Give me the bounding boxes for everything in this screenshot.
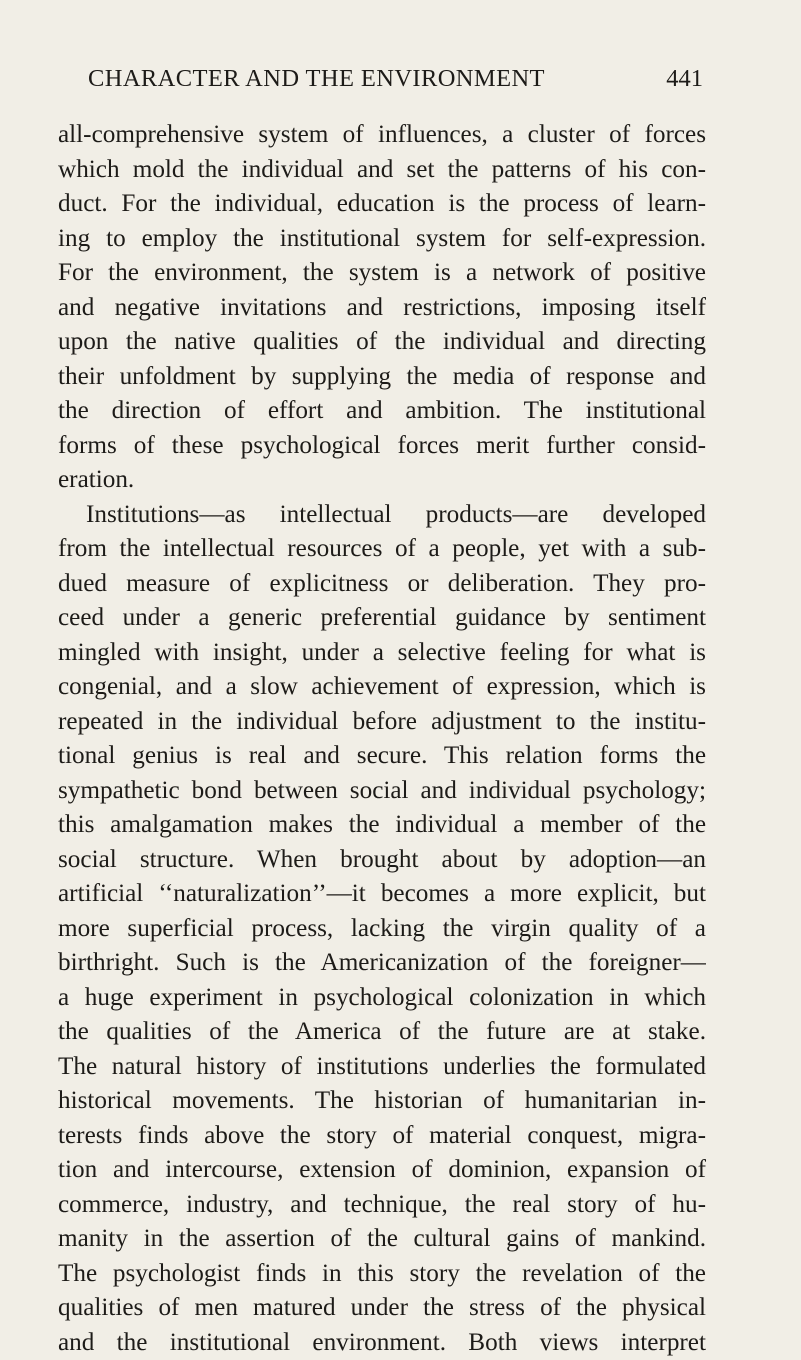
text-line: duct. For the individual, education is the process of learn- — [58, 187, 706, 222]
text-line: artificial ‘‘naturalization’’—it becomes a more explicit, but — [58, 877, 706, 912]
text-line: a huge experiment in psychological colonization in which — [58, 981, 706, 1016]
body-text — [58, 118, 706, 1360]
text-line: their unfoldment by supplying the media of response and — [58, 360, 706, 395]
text-line: forms of these psychological forces merit further consid- — [58, 429, 706, 464]
running-title: CHARACTER AND THE ENVIRONMENT — [88, 62, 545, 96]
text-line: which mold the individual and set the patterns of his con- — [58, 153, 706, 188]
text-line: from the intellectual resources of a people, yet with a sub- — [58, 532, 706, 567]
text-line: birthright. Such is the Americanization of the foreigner— — [58, 946, 706, 981]
text-line: qualities of men matured under the stress of the physical — [58, 1291, 706, 1326]
text-line: sympathetic bond between social and individual psychology; — [58, 774, 706, 809]
text-line: The psychologist finds in this story the revelation of the — [58, 1257, 706, 1292]
text-line: tional genius is real and secure. This relation forms the — [58, 739, 706, 774]
text-line: and negative invitations and restrictions, imposing itself — [58, 291, 706, 326]
text-line: repeated in the individual before adjustment to the institu- — [58, 705, 706, 740]
text-line: historical movements. The historian of humanitarian in- — [58, 1084, 706, 1119]
text-line: this amalgamation makes the individual a member of the — [58, 808, 706, 843]
text-line: the direction of effort and ambition. The institutional — [58, 394, 706, 429]
text-line: congenial, and a slow achievement of expression, which is — [58, 670, 706, 705]
text-line: all-comprehensive system of influences, a cluster of forces — [58, 118, 706, 153]
text-line: ing to employ the institutional system for self-expression. — [58, 222, 706, 257]
running-head — [88, 62, 703, 96]
text-line: The natural history of institutions underlies the formulated — [58, 1050, 706, 1085]
text-line: commerce, industry, and technique, the real story of hu- — [58, 1188, 706, 1223]
text-line: upon the native qualities of the individual and directing — [58, 325, 706, 360]
text-line: manity in the assertion of the cultural gains of mankind. — [58, 1222, 706, 1257]
text-line: more superficial process, lacking the virgin quality of a — [58, 912, 706, 947]
text-line: and the institutional environment. Both views interpret — [58, 1326, 706, 1360]
text-line: dued measure of explicitness or deliberation. They pro- — [58, 567, 706, 602]
text-line: mingled with insight, under a selective feeling for what is — [58, 636, 706, 671]
text-line: the qualities of the America of the future are at stake. — [58, 1015, 706, 1050]
text-line: ceed under a generic preferential guidance by sentiment — [58, 601, 706, 636]
text-line: tion and intercourse, extension of dominion, expansion of — [58, 1153, 706, 1188]
paragraph-start-line: Institutions—as intellectual products—are developed — [58, 498, 706, 533]
paragraph-end-line: eration. — [58, 463, 706, 498]
text-line: For the environment, the system is a network of positive — [58, 256, 706, 291]
text-line: social structure. When brought about by adoption—an — [58, 843, 706, 878]
text-line: terests finds above the story of material conquest, migra- — [58, 1119, 706, 1154]
page-number: 441 — [666, 62, 703, 96]
